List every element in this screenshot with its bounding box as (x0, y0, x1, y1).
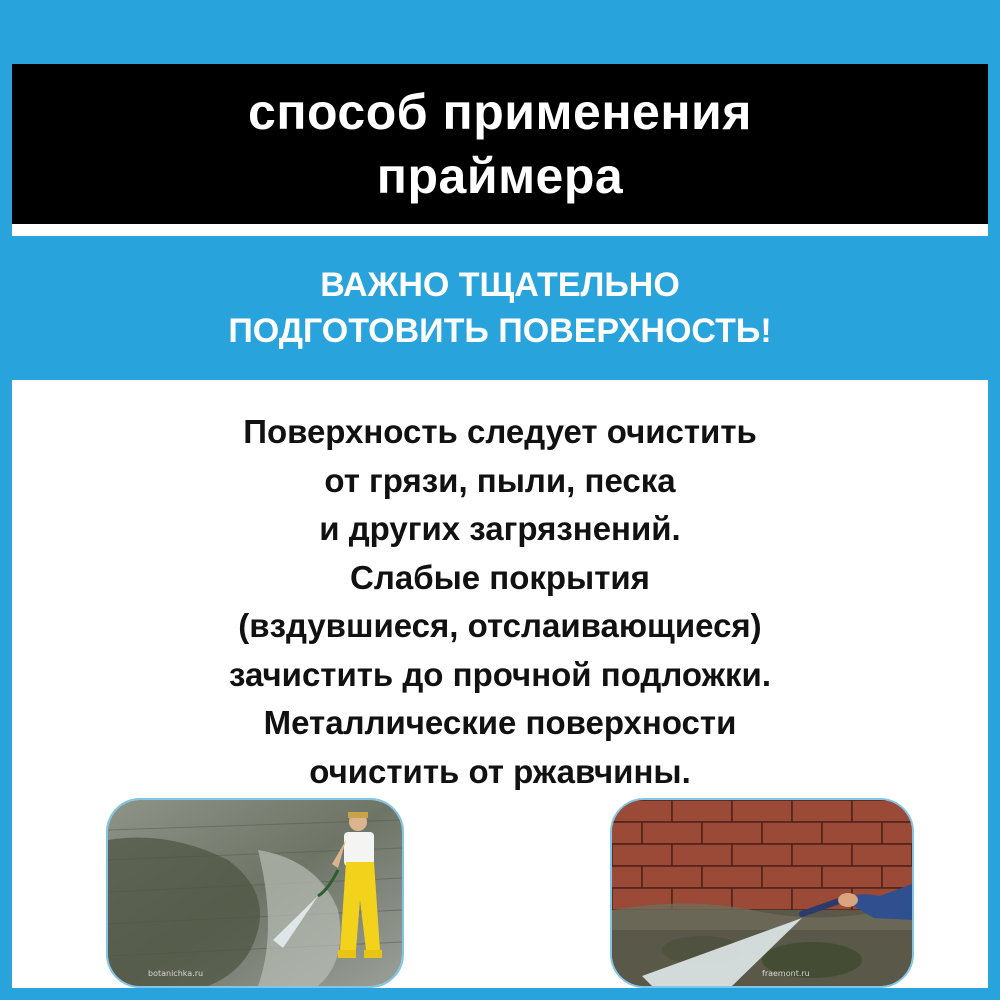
instruction-line: и других загрязнений. (319, 510, 681, 547)
instructions-text (12, 408, 988, 796)
brick-wall-washing-illustration (612, 800, 912, 986)
instruction-line: от грязи, пыли, песка (324, 461, 676, 499)
instruction-line: очистить от ржавчины. (309, 752, 691, 790)
instruction-line: Поверхность следует очистить (243, 413, 757, 450)
right-photo-watermark: fraemont.ru (762, 969, 810, 978)
instruction-line: Металлические поверхности (263, 704, 737, 741)
photo-pressure-washing-roof (106, 798, 404, 988)
notice-line-1: ВАЖНО ТЩАТЕЛЬНО (320, 266, 680, 304)
left-photo-watermark: botanichka.ru (148, 969, 204, 978)
title-band (12, 64, 988, 224)
top-blue-strip (12, 12, 988, 64)
instruction-line: (вздувшиеся, отслаивающиеся) (238, 607, 762, 644)
instruction-line: Слабые покрытия (350, 558, 650, 596)
instruction-line: зачистить до прочной подложки. (229, 655, 771, 693)
photo-washing-brick-wall (610, 798, 914, 988)
title-line-2: праймера (376, 148, 624, 204)
notice-line-2: ПОДГОТОВИТЬ ПОВЕРХНОСТЬ! (228, 312, 772, 350)
title-line-1: способ применения (248, 84, 752, 140)
notice-band (12, 236, 988, 380)
roof-washing-illustration (108, 800, 402, 986)
